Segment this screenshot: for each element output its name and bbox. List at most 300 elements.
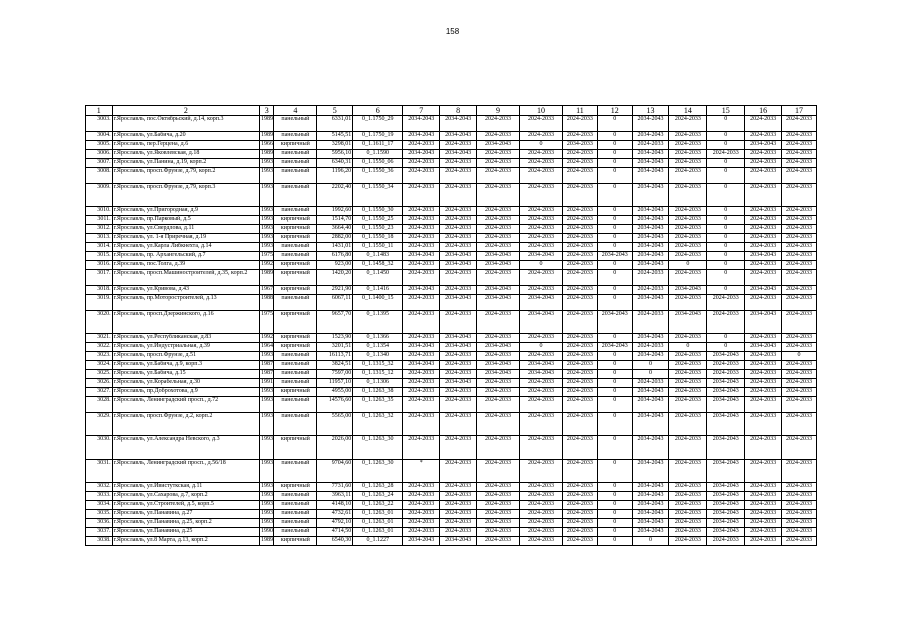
cell-house-code: 0_1.1590 [353, 150, 403, 159]
cell-address: г.Ярославль, ул.Карла Либкнехта, д.14 [112, 243, 259, 252]
cell-period-13: 2034-2043 [632, 295, 669, 311]
column-header-17: 17 [782, 106, 817, 116]
cell-period-14: 2024-2033 [669, 519, 707, 528]
cell-period-13: 2034-2043 [632, 460, 669, 483]
cell-period-11: 2024-2033 [563, 132, 598, 141]
cell-wall-material: панельный [274, 510, 317, 519]
cell-total-area: 1992,60 [317, 207, 353, 216]
cell-period-12: 0 [597, 537, 632, 546]
table-row [86, 343, 817, 352]
cell-year-built: 1992 [260, 261, 274, 270]
cell-address: г.Ярославль, просп.Дзержинского, д.16 [112, 311, 259, 334]
cell-period-8: 2024-2033 [440, 413, 477, 436]
cell-period-8: 2024-2033 [440, 216, 477, 225]
cell-row-number: 3035. [86, 510, 113, 519]
cell-year-built: 1993 [260, 413, 274, 436]
cell-period-11: 2034-2033 [563, 141, 598, 150]
cell-period-7: 2024-2033 [403, 528, 440, 537]
cell-period-16: 2024-2033 [745, 352, 782, 361]
table-row [86, 311, 817, 334]
cell-period-14: 2024-2033 [669, 361, 707, 370]
cell-period-12: 0 [597, 361, 632, 370]
cell-period-14: 2024-2033 [669, 243, 707, 252]
cell-period-8: 2034-2043 [440, 343, 477, 352]
cell-period-10: 2034-2043 [520, 311, 563, 334]
cell-house-code: 0_1.1400_15 [353, 295, 403, 311]
cell-row-number: 3038. [86, 537, 113, 546]
cell-period-9: 2024-2033 [477, 388, 520, 397]
cell-period-12: 2034-2043 [597, 252, 632, 261]
cell-wall-material: кирпичный [274, 343, 317, 352]
cell-house-code: 0_1.1306 [353, 379, 403, 388]
cell-row-number: 3027. [86, 388, 113, 397]
cell-period-7: 2034-2043 [403, 361, 440, 370]
cell-period-17: 2024-2033 [782, 286, 817, 295]
cell-period-11: 2024-2033 [563, 334, 598, 343]
cell-period-12: 0 [597, 413, 632, 436]
cell-period-8: 2024-2033 [440, 311, 477, 334]
column-header-7: 7 [403, 106, 440, 116]
cell-period-8: 2024-2033 [440, 243, 477, 252]
cell-period-7: 2034-2043 [403, 286, 440, 295]
cell-period-14: 2034-2043 [669, 286, 707, 295]
cell-period-9: 2024-2033 [477, 528, 520, 537]
cell-wall-material: панельный [274, 528, 317, 537]
cell-period-8: 2024-2033 [440, 286, 477, 295]
cell-wall-material: кирпичный [274, 311, 317, 334]
cell-period-8: 2024-2033 [440, 519, 477, 528]
cell-period-7: 2024-2033 [403, 261, 440, 270]
cell-wall-material: кирпичный [274, 436, 317, 460]
cell-period-11: 2024-2033 [563, 234, 598, 243]
cell-address: г.Ярославль, Ленинградский просп., д.72 [112, 397, 259, 413]
cell-address: г.Ярославль, ул.Панавина, д.27 [112, 510, 259, 519]
column-header-15: 15 [707, 106, 745, 116]
cell-period-13: 2034-2043 [632, 116, 669, 132]
cell-period-11: 2024-2033 [563, 343, 598, 352]
cell-period-15: 0 [707, 207, 745, 216]
cell-period-17: 2024-2033 [782, 343, 817, 352]
cell-period-14: 2024-2033 [669, 295, 707, 311]
cell-wall-material: панельный [274, 150, 317, 159]
column-header-5: 5 [317, 106, 353, 116]
cell-period-11: 2024-2033 [563, 510, 598, 519]
cell-wall-material: кирпичный [274, 483, 317, 492]
cell-period-16: 2034-2043 [745, 343, 782, 352]
cell-period-15: 0 [707, 159, 745, 168]
table-row [86, 116, 817, 132]
cell-year-built: 1993 [260, 159, 274, 168]
cell-year-built: 1993 [260, 234, 274, 243]
cell-house-code: 0_1.1263_28 [353, 483, 403, 492]
table-row [86, 370, 817, 379]
cell-period-15: 2034-2043 [707, 436, 745, 460]
cell-house-code: 0_1.1354 [353, 343, 403, 352]
cell-house-code: 0_1.1263_35 [353, 397, 403, 413]
cell-period-16: 2024-2033 [745, 519, 782, 528]
cell-period-17: 2024-2033 [782, 168, 817, 184]
cell-period-13: 2024-2033 [632, 270, 669, 286]
cell-period-16: 2024-2033 [745, 501, 782, 510]
table-row [86, 528, 817, 537]
cell-period-16: 2024-2033 [745, 370, 782, 379]
cell-period-11: 2024-2033 [563, 184, 598, 207]
cell-period-8: 2024-2033 [440, 159, 477, 168]
cell-wall-material: панельный [274, 207, 317, 216]
cell-row-number: 3016. [86, 261, 113, 270]
cell-wall-material: панельный [274, 184, 317, 207]
cell-period-12: 0 [597, 352, 632, 361]
cell-row-number: 3033. [86, 492, 113, 501]
table-row [86, 261, 817, 270]
cell-period-11: 2024-2033 [563, 168, 598, 184]
cell-period-10: 2024-2033 [520, 116, 563, 132]
cell-period-13: 2034-2043 [632, 225, 669, 234]
cell-period-7: 2024-2033 [403, 352, 440, 361]
table-row [86, 150, 817, 159]
cell-period-8: 2024-2033 [440, 510, 477, 519]
cell-total-area: 4955,00 [317, 388, 353, 397]
cell-period-17: 2024-2033 [782, 184, 817, 207]
cell-row-number: 3013. [86, 234, 113, 243]
cell-period-10: 2024-2033 [520, 460, 563, 483]
cell-house-code: 0_1.1366 [353, 334, 403, 343]
cell-period-16: 2024-2033 [745, 116, 782, 132]
cell-period-11: 2024-2033 [563, 159, 598, 168]
cell-period-15: 2034-2043 [707, 352, 745, 361]
cell-house-code: 0_1.1450 [353, 270, 403, 286]
cell-period-17: 2024-2033 [782, 116, 817, 132]
cell-address: г.Ярославль, ул.Панавина, д.25, корп.2 [112, 519, 259, 528]
cell-period-15: 0 [707, 243, 745, 252]
cell-house-code: 0_1.1550_23 [353, 225, 403, 234]
cell-period-10: 2034-2043 [520, 295, 563, 311]
column-header-4: 4 [274, 106, 317, 116]
cell-period-12: 0 [597, 397, 632, 413]
cell-year-built: 1993 [260, 207, 274, 216]
cell-row-number: 3034. [86, 501, 113, 510]
cell-period-16: 2024-2033 [745, 132, 782, 141]
cell-address: г.Ярославль, пр.Парковый, д.5 [112, 216, 259, 225]
cell-address: г.Ярославль, пер.Герцена, д.6 [112, 141, 259, 150]
cell-period-8: 2024-2033 [440, 370, 477, 379]
cell-period-8: 2024-2033 [440, 225, 477, 234]
cell-period-13: 2034-2043 [632, 436, 669, 460]
cell-period-8: 2034-2043 [440, 261, 477, 270]
cell-house-code: 0_1.1315_12 [353, 370, 403, 379]
cell-period-10: 2024-2033 [520, 483, 563, 492]
cell-year-built: 1967 [260, 286, 274, 295]
cell-period-8: 2024-2033 [440, 207, 477, 216]
cell-year-built: 1993 [260, 483, 274, 492]
cell-period-15: 0 [707, 343, 745, 352]
cell-period-10: 2034-2043 [520, 370, 563, 379]
cell-year-built: 1975 [260, 252, 274, 261]
cell-wall-material: панельный [274, 397, 317, 413]
cell-period-12: 0 [597, 460, 632, 483]
cell-period-11: 2024-2033 [563, 216, 598, 225]
cell-period-7: 2034-2043 [403, 343, 440, 352]
cell-year-built: 1988 [260, 295, 274, 311]
cell-period-17: 2024-2033 [782, 510, 817, 519]
cell-period-11: 2024-2033 [563, 225, 598, 234]
cell-period-8: 2024-2033 [440, 436, 477, 460]
cell-period-7: 2024-2033 [403, 207, 440, 216]
cell-address: г.Ярославль, ул.Сахарова, д.7, корп.2 [112, 492, 259, 501]
cell-period-7: 2034-2043 [403, 537, 440, 546]
cell-period-9: 2034-2043 [477, 141, 520, 150]
cell-period-16: 2034-2043 [745, 141, 782, 150]
cell-wall-material: панельный [274, 519, 317, 528]
cell-period-12: 0 [597, 510, 632, 519]
cell-period-17: 2024-2033 [782, 379, 817, 388]
cell-house-code: 0_1.1395 [353, 311, 403, 334]
cell-period-15: 2034-2043 [707, 388, 745, 397]
cell-period-9: 2024-2033 [477, 132, 520, 141]
cell-period-9: 2024-2033 [477, 397, 520, 413]
table-row [86, 413, 817, 436]
table-row [86, 234, 817, 243]
cell-wall-material: кирпичный [274, 537, 317, 546]
cell-total-area: 9704,60 [317, 460, 353, 483]
cell-period-9: 2024-2033 [477, 413, 520, 436]
cell-year-built: 1989 [260, 116, 274, 132]
cell-period-16: 2024-2033 [745, 225, 782, 234]
cell-row-number: 3003. [86, 116, 113, 132]
table-row [86, 184, 817, 207]
cell-period-12: 0 [597, 132, 632, 141]
table-row [86, 295, 817, 311]
cell-period-15: 0 [707, 168, 745, 184]
cell-period-17: 2024-2033 [782, 295, 817, 311]
table-row [86, 460, 817, 483]
cell-wall-material: панельный [274, 352, 317, 361]
cell-period-15: 2034-2043 [707, 413, 745, 436]
cell-house-code: 0_1.1263_22 [353, 501, 403, 510]
cell-period-14: 2024-2033 [669, 252, 707, 261]
cell-period-13: 2034-2043 [632, 519, 669, 528]
cell-wall-material: панельный [274, 252, 317, 261]
cell-period-12: 2034-2043 [597, 311, 632, 334]
table-row [86, 519, 817, 528]
cell-wall-material: панельный [274, 159, 317, 168]
cell-period-13: 2024-2033 [632, 286, 669, 295]
cell-period-16: 2024-2033 [745, 243, 782, 252]
cell-period-14: 2024-2033 [669, 225, 707, 234]
cell-period-14: 2024-2033 [669, 132, 707, 141]
cell-period-16: 2024-2033 [745, 436, 782, 460]
cell-period-17: 2024-2033 [782, 436, 817, 460]
cell-period-12: 0 [597, 295, 632, 311]
cell-period-12: 0 [597, 436, 632, 460]
cell-period-9: 2024-2033 [477, 207, 520, 216]
cell-period-9: 2024-2033 [477, 225, 520, 234]
cell-period-8: 2024-2033 [440, 501, 477, 510]
cell-period-11: 2024-2033 [563, 261, 598, 270]
cell-period-17: 2024-2033 [782, 252, 817, 261]
cell-period-17: 2024-2033 [782, 150, 817, 159]
table-row [86, 216, 817, 225]
cell-period-14: 2024-2033 [669, 492, 707, 501]
cell-house-code: 0_1.1315_32 [353, 361, 403, 370]
cell-period-15: 2034-2043 [707, 501, 745, 510]
cell-period-9: 2034-2043 [477, 252, 520, 261]
cell-year-built: 1989 [260, 132, 274, 141]
cell-row-number: 3007. [86, 159, 113, 168]
cell-address: г.Ярославль, ул.Яковлевская, д.18 [112, 150, 259, 159]
cell-wall-material: панельный [274, 413, 317, 436]
cell-house-code: 0_1.1263_32 [353, 413, 403, 436]
cell-period-10: 2024-2033 [520, 207, 563, 216]
cell-total-area: 6067,11 [317, 295, 353, 311]
cell-period-9: 2024-2033 [477, 352, 520, 361]
cell-house-code: 0_1.1263_30 [353, 460, 403, 483]
cell-row-number: 3014. [86, 243, 113, 252]
cell-period-10: 2024-2033 [520, 334, 563, 343]
cell-period-12: 0 [597, 501, 632, 510]
cell-period-17: 0 [782, 352, 817, 361]
cell-row-number: 3024. [86, 361, 113, 370]
cell-row-number: 3017. [86, 270, 113, 286]
cell-period-8: 2024-2033 [440, 528, 477, 537]
cell-total-area: 5565,00 [317, 413, 353, 436]
cell-period-8: 2024-2033 [440, 483, 477, 492]
cell-period-9: 2024-2033 [477, 116, 520, 132]
cell-total-area: 7731,60 [317, 483, 353, 492]
cell-wall-material: панельный [274, 361, 317, 370]
cell-period-13: 2034-2043 [632, 216, 669, 225]
cell-period-7: 2024-2033 [403, 141, 440, 150]
cell-period-10: 2024-2033 [520, 528, 563, 537]
cell-year-built: 1989 [260, 537, 274, 546]
cell-house-code: 0_1.1263_38 [353, 388, 403, 397]
cell-house-code: 0_1.1263_24 [353, 492, 403, 501]
cell-period-14: 2024-2033 [669, 397, 707, 413]
cell-period-12: 0 [597, 234, 632, 243]
cell-wall-material: кирпичный [274, 388, 317, 397]
cell-row-number: 3009. [86, 184, 113, 207]
cell-period-14: 2024-2033 [669, 159, 707, 168]
cell-row-number: 3037. [86, 528, 113, 537]
cell-year-built: 1987 [260, 361, 274, 370]
cell-total-area: 6331,01 [317, 116, 353, 132]
table-row [86, 492, 817, 501]
cell-period-14: 2024-2033 [669, 150, 707, 159]
cell-wall-material: кирпичный [274, 141, 317, 150]
cell-total-area: 16113,71 [317, 352, 353, 361]
cell-period-7: 2034-2043 [403, 252, 440, 261]
cell-period-15: 0 [707, 116, 745, 132]
cell-period-8: 2024-2033 [440, 352, 477, 361]
cell-period-12: 0 [597, 492, 632, 501]
cell-period-7: 2024-2033 [403, 270, 440, 286]
cell-period-15: 2034-2043 [707, 460, 745, 483]
cell-house-code: 0_1.1611_17 [353, 141, 403, 150]
cell-row-number: 3008. [86, 168, 113, 184]
cell-address: г.Ярославль, ул.Пригородная, д.9 [112, 207, 259, 216]
cell-period-9: 2024-2033 [477, 270, 520, 286]
cell-period-10: 2024-2033 [520, 225, 563, 234]
cell-period-8: 2024-2033 [440, 460, 477, 483]
table-row [86, 286, 817, 295]
cell-period-10: 2024-2033 [520, 501, 563, 510]
cell-row-number: 3025. [86, 370, 113, 379]
cell-period-13: 2034-2043 [632, 388, 669, 397]
cell-period-16: 2024-2033 [745, 168, 782, 184]
cell-total-area: 5956,10 [317, 150, 353, 159]
cell-period-12: 0 [597, 528, 632, 537]
cell-row-number: 3022. [86, 343, 113, 352]
column-header-12: 12 [597, 106, 632, 116]
cell-period-9: 2024-2033 [477, 501, 520, 510]
cell-period-9: 2034-2043 [477, 343, 520, 352]
cell-wall-material: кирпичный [274, 286, 317, 295]
cell-period-8: 2034-2043 [440, 150, 477, 159]
cell-total-area: 1420,20 [317, 270, 353, 286]
cell-period-16: 2024-2033 [745, 413, 782, 436]
cell-period-9: 2034-2043 [477, 295, 520, 311]
cell-period-9: 2034-2043 [477, 361, 520, 370]
cell-total-area: 1431,01 [317, 243, 353, 252]
cell-period-16: 2034-2043 [745, 252, 782, 261]
table-row [86, 352, 817, 361]
cell-period-11: 2024-2033 [563, 501, 598, 510]
cell-address: г.Ярославль, просп.Фрунзе, д.51 [112, 352, 259, 361]
cell-period-13: 0 [632, 370, 669, 379]
cell-period-7: 2024-2033 [403, 168, 440, 184]
cell-row-number: 3005. [86, 141, 113, 150]
cell-total-area: 4792,10 [317, 519, 353, 528]
cell-period-12: 0 [597, 168, 632, 184]
cell-period-17: 2024-2033 [782, 311, 817, 334]
cell-house-code: 0_1.1550_18 [353, 234, 403, 243]
cell-total-area: 5145,51 [317, 132, 353, 141]
cell-period-11: 2024-2033 [563, 352, 598, 361]
cell-address: г.Ярославль, ул.8 Марта, д.13, корп.2 [112, 537, 259, 546]
cell-period-13: 0 [632, 537, 669, 546]
cell-total-area: 6176,80 [317, 252, 353, 261]
cell-period-10: 2024-2033 [520, 216, 563, 225]
cell-period-14: 2024-2033 [669, 483, 707, 492]
cell-period-15: 0 [707, 334, 745, 343]
cell-period-15: 2034-2043 [707, 510, 745, 519]
cell-period-8: 2034-2043 [440, 295, 477, 311]
cell-period-15: 0 [707, 225, 745, 234]
cell-period-17: 2024-2033 [782, 528, 817, 537]
cell-address: г.Ярославль, просп.Фрунзе, д.79, корп.3 [112, 184, 259, 207]
cell-house-code: 0_1.1483 [353, 252, 403, 261]
cell-period-12: 0 [597, 370, 632, 379]
cell-period-15: 2024-2033 [707, 150, 745, 159]
cell-period-10: 2024-2033 [520, 168, 563, 184]
cell-period-17: 2024-2033 [782, 216, 817, 225]
cell-period-10: 2024-2033 [520, 352, 563, 361]
cell-period-17: 2024-2033 [782, 501, 817, 510]
cell-wall-material: панельный [274, 501, 317, 510]
cell-period-10: 2024-2033 [520, 397, 563, 413]
cell-address: г.Ярославль, пос.Толга, д.39 [112, 261, 259, 270]
cell-period-7: 2024-2033 [403, 510, 440, 519]
cell-row-number: 3036. [86, 519, 113, 528]
cell-period-17: 2024-2033 [782, 413, 817, 436]
cell-period-10: 2024-2033 [520, 243, 563, 252]
cell-period-12: 0 [597, 519, 632, 528]
cell-period-8: 2034-2043 [440, 252, 477, 261]
cell-period-13: 2034-2043 [632, 243, 669, 252]
cell-period-8: 2024-2033 [440, 397, 477, 413]
cell-address: г.Ярославль, ул.Панавина, д.25 [112, 528, 259, 537]
table-row [86, 379, 817, 388]
